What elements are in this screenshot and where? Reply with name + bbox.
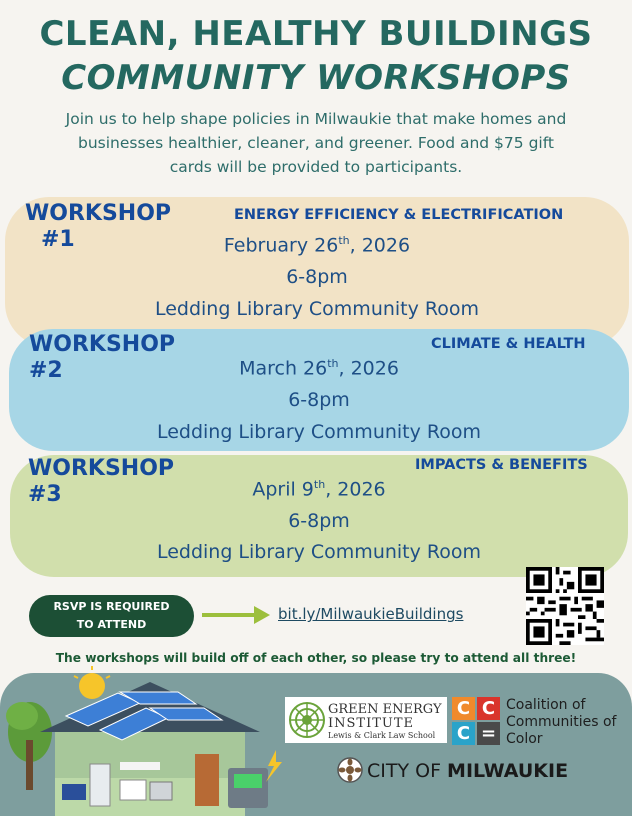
city-of-milwaukie-logo: CITY OF MILWAUKIE bbox=[367, 760, 569, 782]
rsvp-link[interactable]: bit.ly/MilwaukieBuildings bbox=[278, 605, 464, 623]
workshop-topic: IMPACTS & BENEFITS bbox=[415, 457, 588, 473]
workshop-number: #2 bbox=[29, 358, 63, 383]
ccc-name: Coalition of Communities of Color bbox=[506, 697, 617, 747]
workshop-topic: ENERGY EFFICIENCY & ELECTRIFICATION bbox=[234, 207, 564, 223]
rsvp-badge bbox=[29, 595, 194, 637]
gei-name-line: INSTITUTE bbox=[328, 716, 415, 731]
gei-name-line: GREEN ENERGY bbox=[328, 702, 442, 717]
rsvp-line: TO ATTEND bbox=[76, 618, 147, 631]
house-illustration-icon bbox=[0, 660, 290, 816]
workshop-location: Ledding Library Community Room bbox=[156, 421, 482, 443]
workshop-number: #3 bbox=[28, 482, 62, 507]
workshop-card-3 bbox=[10, 455, 628, 577]
workshop-number: #1 bbox=[41, 227, 75, 252]
poster-title: CLEAN, HEALTHY BUILDINGS bbox=[39, 14, 593, 54]
ccc-logo-icon: C C C = bbox=[452, 697, 500, 745]
workshop-location: Ledding Library Community Room bbox=[154, 298, 480, 320]
intro-line: businesses healthier, cleaner, and greener. Food and $75 gift bbox=[78, 134, 554, 152]
qr-code-icon[interactable] bbox=[526, 567, 604, 645]
city-seal-icon bbox=[337, 757, 363, 783]
workshop-card-1 bbox=[5, 197, 629, 347]
arrow-right-icon bbox=[200, 603, 272, 627]
workshop-date: February 26th, 2026 bbox=[223, 234, 411, 257]
attendance-note: The workshops will build off of each other, so please try to attend all three! bbox=[55, 651, 577, 665]
workshop-label-word: WORKSHOP bbox=[25, 201, 172, 226]
gei-school: Lewis & Clark Law School bbox=[328, 731, 436, 740]
workshop-location: Ledding Library Community Room bbox=[156, 541, 482, 563]
workshop-date: March 26th, 2026 bbox=[239, 357, 399, 380]
workshop-card-2 bbox=[9, 329, 629, 451]
green-energy-institute-logo bbox=[285, 697, 447, 743]
workshop-time: 6-8pm bbox=[288, 389, 350, 411]
intro-line: cards will be provided to participants. bbox=[169, 158, 463, 176]
workshop-date: April 9th, 2026 bbox=[252, 478, 386, 501]
flower-emblem-icon bbox=[289, 702, 325, 738]
workshop-time: 6-8pm bbox=[288, 510, 350, 532]
intro-line: Join us to help shape policies in Milwaukie that make homes and bbox=[65, 110, 567, 128]
poster-subtitle: COMMUNITY WORKSHOPS bbox=[61, 58, 571, 98]
workshop-time: 6-8pm bbox=[286, 266, 348, 288]
workshop-label-word: WORKSHOP bbox=[28, 456, 175, 481]
rsvp-line: RSVP IS REQUIRED bbox=[53, 600, 170, 613]
workshop-label-word: WORKSHOP bbox=[29, 332, 176, 357]
intro-text bbox=[14, 107, 618, 179]
workshop-topic: CLIMATE & HEALTH bbox=[431, 336, 586, 352]
